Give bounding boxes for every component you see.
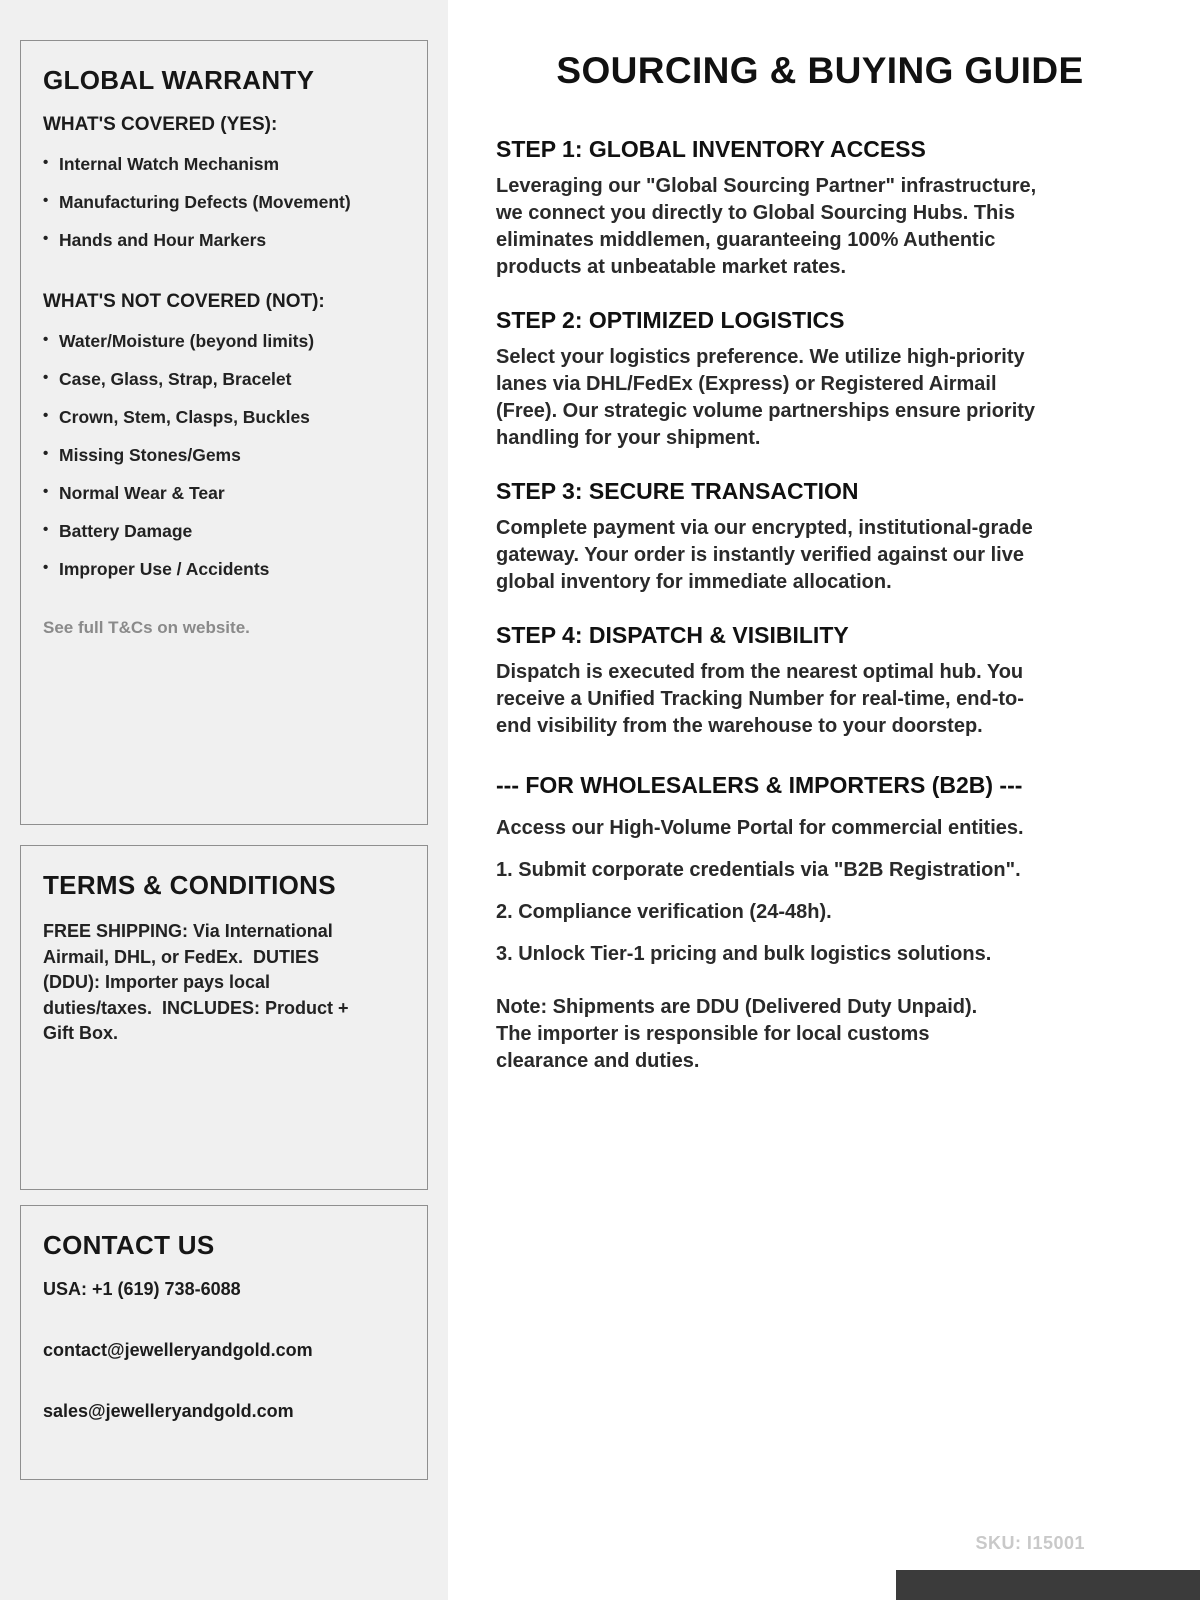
covered-title: WHAT'S COVERED (YES): xyxy=(43,114,278,135)
step-1-heading: STEP 1: GLOBAL INVENTORY ACCESS xyxy=(496,136,926,162)
step-2-section xyxy=(496,307,1066,452)
contact-title: CONTACT US xyxy=(43,1230,215,1260)
list-item: • Improper Use / Accidents xyxy=(43,559,405,580)
b2b-item: 3. Unlock Tier-1 pricing and bulk logistics solutions. xyxy=(496,943,992,965)
footer-bar xyxy=(896,1570,1200,1600)
contact-panel xyxy=(20,1205,428,1480)
list-item: • Missing Stones/Gems xyxy=(43,445,405,466)
terms-title: TERMS & CONDITIONS xyxy=(43,870,336,900)
list-item: • Battery Damage xyxy=(43,521,405,542)
step-2-body: Select your logistics preference. We utilize high-priority lanes via DHL/FedEx (Express) or Registered Airmail (Free). Our strategic volume partnerships ensure priority handling for your shipment. xyxy=(496,346,1036,449)
b2b-note: Note: Shipments are DDU (Delivered Duty Unpaid). The importer is responsible for local customs clearance and duties. xyxy=(496,996,978,1072)
b2b-intro: Access our High-Volume Portal for commercial entities. xyxy=(496,817,1024,839)
list-item: • Hands and Hour Markers xyxy=(43,230,405,251)
step-3-body: Complete payment via our encrypted, institutional-grade gateway. Your order is instantly verified against our live global inventory for immediate allocation. xyxy=(496,517,1033,593)
sku-label: SKU: I15001 xyxy=(975,1533,1085,1553)
main-content xyxy=(448,0,1200,1600)
warranty-panel xyxy=(20,40,428,825)
warranty-footnote: See full T&Cs on website. xyxy=(43,618,250,637)
step-4-heading: STEP 4: DISPATCH & VISIBILITY xyxy=(496,622,849,648)
terms-body: FREE SHIPPING: Via International Airmail, DHL, or FedEx. DUTIES (DDU): Importer pays local duties/taxes. INCLUDES: Product + Gift Box. xyxy=(43,921,354,1044)
step-4-body: Dispatch is executed from the nearest optimal hub. You receive a Unified Tracking Number for real-time, end-to-end visibility from the warehouse to your doorstep. xyxy=(496,661,1024,737)
not-covered-title: WHAT'S NOT COVERED (NOT): xyxy=(43,291,325,312)
sales-email: sales@jewelleryandgold.com xyxy=(43,1401,294,1421)
contact-phone: USA: +1 (619) 738-6088 xyxy=(43,1279,241,1299)
b2b-heading: --- FOR WHOLESALERS & IMPORTERS (B2B) --- xyxy=(496,772,1023,798)
step-1-section xyxy=(496,136,1066,281)
list-item: • Case, Glass, Strap, Bracelet xyxy=(43,369,405,390)
list-item: • Manufacturing Defects (Movement) xyxy=(43,192,405,213)
list-item: • Water/Moisture (beyond limits) xyxy=(43,331,405,352)
step-3-section xyxy=(496,478,1066,596)
list-item: • Normal Wear & Tear xyxy=(43,483,405,504)
page-title: SOURCING & BUYING GUIDE xyxy=(556,50,1084,91)
not-covered-list xyxy=(43,331,405,580)
step-4-section xyxy=(496,622,1066,740)
terms-panel xyxy=(20,845,428,1190)
step-3-heading: STEP 3: SECURE TRANSACTION xyxy=(496,478,859,504)
sidebar xyxy=(0,0,448,1600)
b2b-item: 2. Compliance verification (24-48h). xyxy=(496,901,832,923)
contact-email: contact@jewelleryandgold.com xyxy=(43,1340,313,1360)
covered-list xyxy=(43,154,405,251)
b2b-section xyxy=(496,772,1096,1075)
step-1-body: Leveraging our "Global Sourcing Partner" infrastructure, we connect you directly to Global Sourcing Hubs. This eliminates middlemen, guaranteeing 100% Authentic products at unbeatable market rates. xyxy=(496,175,1037,278)
b2b-item: 1. Submit corporate credentials via "B2B Registration". xyxy=(496,859,1021,881)
list-item: • Crown, Stem, Clasps, Buckles xyxy=(43,407,405,428)
list-item: • Internal Watch Mechanism xyxy=(43,154,405,175)
warranty-title: GLOBAL WARRANTY xyxy=(43,65,315,95)
step-2-heading: STEP 2: OPTIMIZED LOGISTICS xyxy=(496,307,845,333)
